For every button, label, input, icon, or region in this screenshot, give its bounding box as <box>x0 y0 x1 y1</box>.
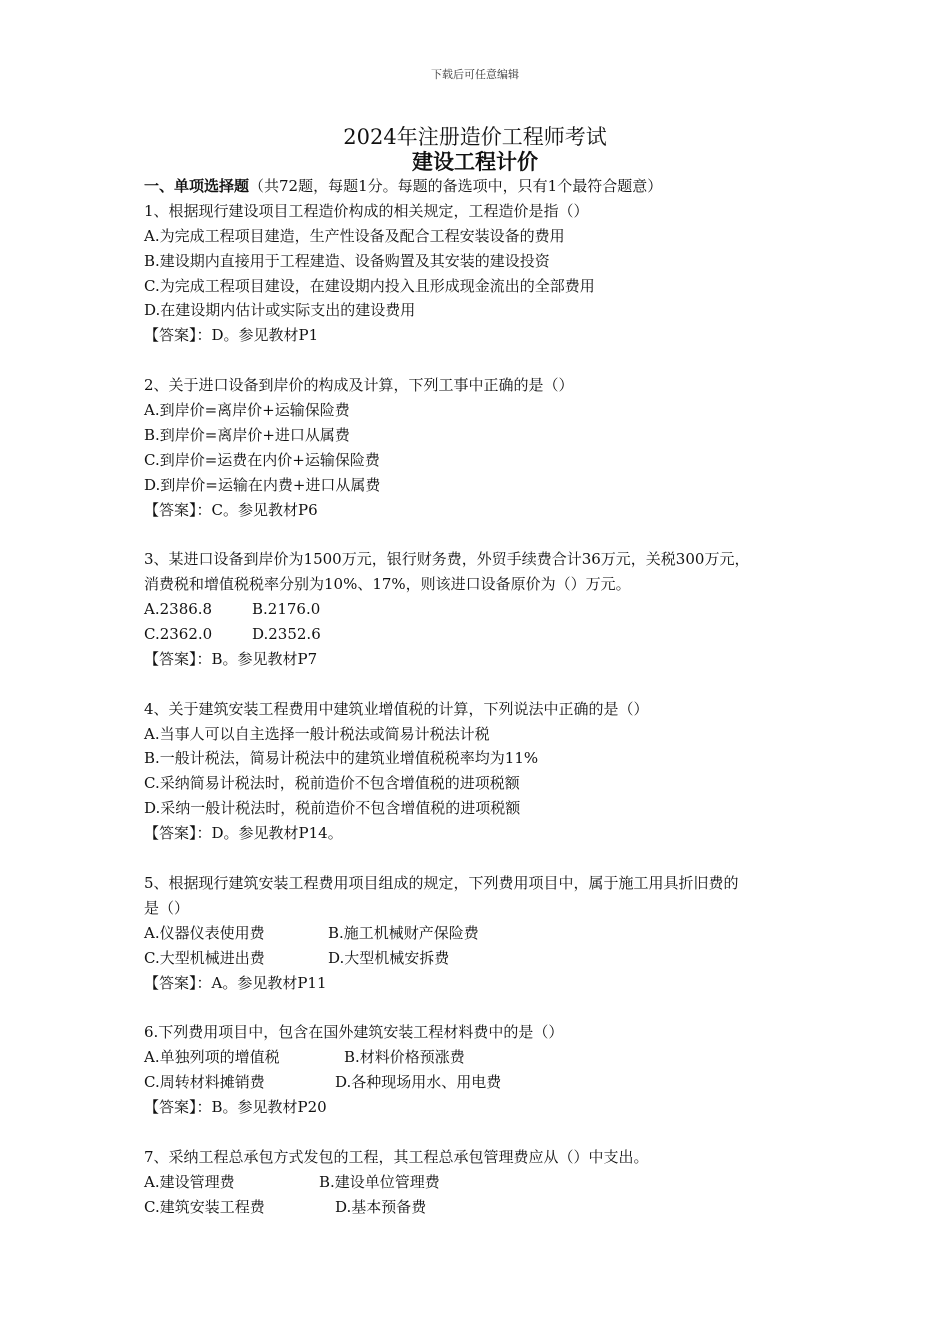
question-4 <box>144 697 824 846</box>
answer-line: 【答案】：D。参见教材P14。 <box>144 824 343 843</box>
option-d: D.2352.6 <box>252 625 321 644</box>
header-note: 下载后可任意编辑 <box>431 68 519 81</box>
question-stem: 1、根据现行建设项目工程造价构成的相关规定，工程造价是指（） <box>144 201 589 220</box>
spacer <box>144 522 824 547</box>
question-stem: 2、关于进口设备到岸价的构成及计算，下列工事中正确的是（） <box>144 376 574 395</box>
answer-line: 【答案】：C。参见教材P6 <box>144 500 318 519</box>
option-row <box>144 946 824 971</box>
option-c: C.大型机械进出费 <box>144 948 265 967</box>
option-row <box>144 1195 824 1220</box>
question-stem-line-2: 消费税和增值税税率分别为10%、17%，则该进口设备原价为（）万元。 <box>144 575 631 594</box>
answer-line: 【答案】：A。参见教材P11 <box>144 973 327 992</box>
question-stem: 4、关于建筑安装工程费用中建筑业增值税的计算，下列说法中正确的是（） <box>144 699 649 718</box>
question-stem: 6.下列费用项目中，包含在国外建筑安装工程材料费中的是（） <box>144 1023 564 1042</box>
question-stem-line-1: 3、某进口设备到岸价为1500万元，银行财务费，外贸手续费合计36万元，关税300万元， <box>144 550 750 569</box>
spacer <box>144 1120 824 1145</box>
option-c: C.为完成工程项目建设，在建设期内投入且形成现金流出的全部费用 <box>144 276 595 295</box>
option-a: A.为完成工程项目建造，生产性设备及配合工程安装设备的费用 <box>144 226 565 245</box>
question-list <box>144 174 824 1219</box>
option-a: A.建设管理费 <box>144 1172 235 1191</box>
option-d: D.在建设期内估计或实际支出的建设费用 <box>144 301 416 320</box>
answer-line: 【答案】：B。参见教材P20 <box>144 1097 327 1116</box>
spacer <box>144 995 824 1020</box>
document-title: 2024年注册造价工程师考试 <box>343 125 607 149</box>
question-1 <box>144 199 824 348</box>
option-a: A.单独列项的增值税 <box>144 1048 280 1067</box>
option-c: C.采纳简易计税法时，税前造价不包含增值税的进项税额 <box>144 774 520 793</box>
option-row <box>144 1170 824 1195</box>
option-c: C.周转材料摊销费 <box>144 1073 265 1092</box>
question-6 <box>144 1020 824 1120</box>
answer-line: 【答案】：B。参见教材P7 <box>144 649 318 668</box>
option-row <box>144 1070 824 1095</box>
option-a: A.2386.8 <box>144 600 213 619</box>
option-row <box>144 1045 824 1070</box>
section-heading <box>144 174 824 199</box>
option-b: B.施工机械财产保险费 <box>328 923 479 942</box>
section-heading-note: （共72题，每题1分。每题的备选项中，只有1个最符合题意） <box>249 177 663 195</box>
option-d: D.到岸价=运输在内费+进口从属费 <box>144 475 381 494</box>
question-2 <box>144 373 824 522</box>
question-7 <box>144 1145 824 1220</box>
option-d: D.各种现场用水、用电费 <box>335 1073 502 1092</box>
option-a: A.仪器仪表使用费 <box>144 923 265 942</box>
question-stem-line-2: 是（） <box>144 898 190 917</box>
option-c: C.2362.0 <box>144 625 213 644</box>
option-d: D.基本预备费 <box>335 1197 427 1216</box>
option-b: B.到岸价=离岸价+进口从属费 <box>144 425 350 444</box>
option-row <box>144 597 824 622</box>
option-b: B.2176.0 <box>252 600 321 619</box>
spacer <box>144 348 824 373</box>
option-b: B.建设单位管理费 <box>319 1172 440 1191</box>
option-b: B.一般计税法，简易计税法中的建筑业增值税税率均为11% <box>144 749 539 768</box>
option-row <box>144 622 824 647</box>
question-5 <box>144 871 824 995</box>
question-stem: 7、采纳工程总承包方式发包的工程，其工程总承包管理费应从（）中支出。 <box>144 1147 649 1166</box>
option-d: D.大型机械安拆费 <box>328 948 450 967</box>
option-b: B.材料价格预涨费 <box>344 1048 465 1067</box>
document-subtitle: 建设工程计价 <box>412 150 538 174</box>
option-d: D.采纳一般计税法时，税前造价不包含增值税的进项税额 <box>144 799 521 818</box>
option-a: A.到岸价=离岸价+运输保险费 <box>144 401 350 420</box>
section-heading-label: 一、单项选择题 <box>144 177 250 195</box>
option-b: B.建设期内直接用于工程建造、设备购置及其安装的建设投资 <box>144 251 550 270</box>
question-stem-line-1: 5、根据现行建筑安装工程费用项目组成的规定，下列费用项目中，属于施工用具折旧费的 <box>144 873 739 892</box>
question-3 <box>144 547 824 671</box>
spacer <box>144 672 824 697</box>
answer-line: 【答案】：D。参见教材P1 <box>144 326 319 345</box>
option-c: C.建筑安装工程费 <box>144 1197 265 1216</box>
option-c: C.到岸价=运费在内价+运输保险费 <box>144 450 380 469</box>
spacer <box>144 846 824 871</box>
option-a: A.当事人可以自主选择一般计税法或简易计税法计税 <box>144 724 490 743</box>
option-row <box>144 921 824 946</box>
